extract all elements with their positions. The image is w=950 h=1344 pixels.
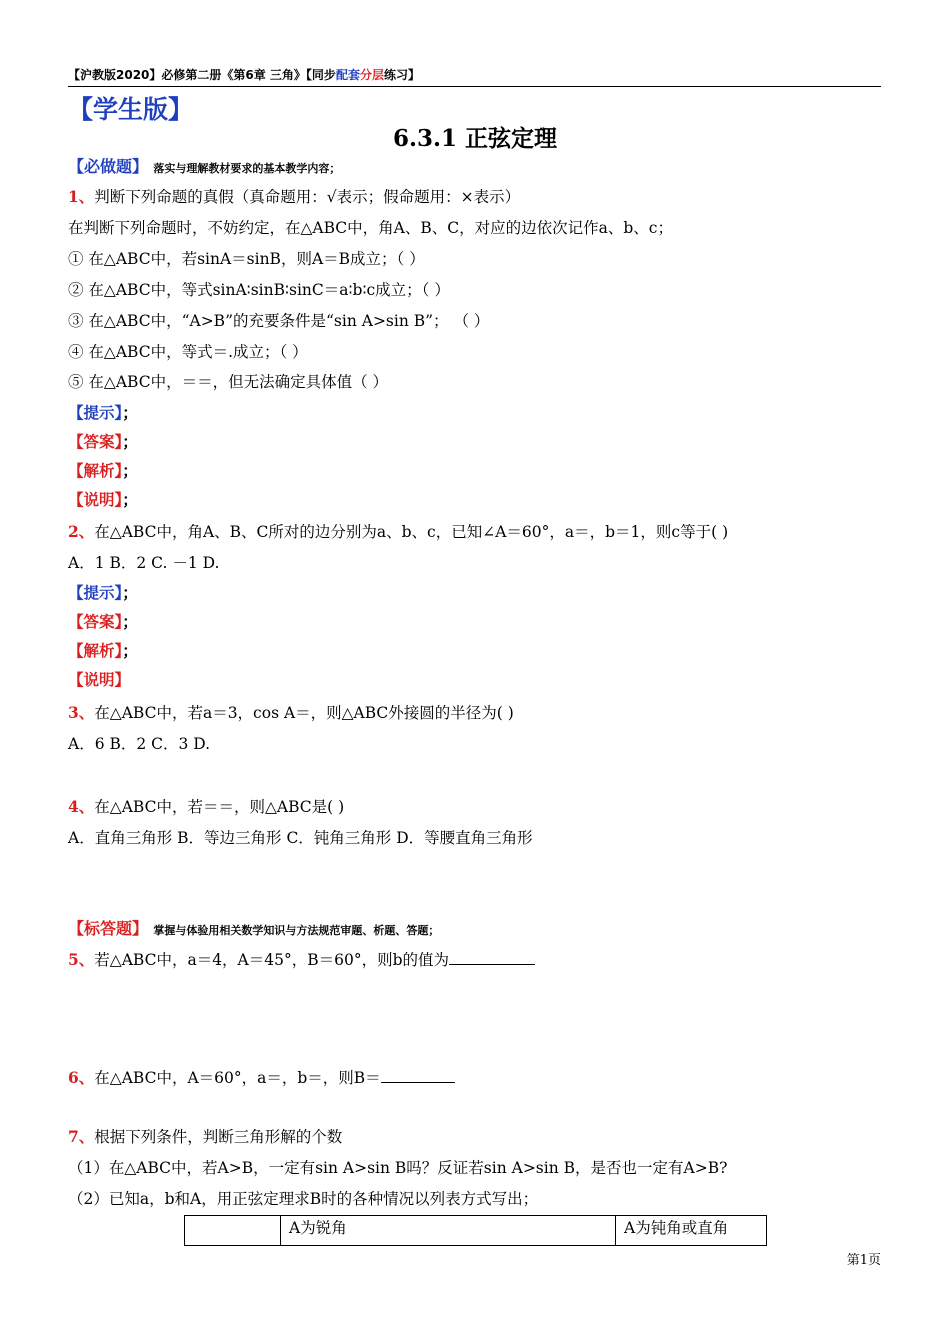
section-required: 【必做题】 落实与理解教材要求的基本教学内容；	[68, 157, 341, 176]
table-header-acute: A为锐角	[281, 1216, 616, 1246]
q1-item: ④ 在△ABC中，等式＝.成立；（ ）	[68, 343, 308, 361]
q2-hint: 【提示】；	[68, 584, 138, 602]
q1-convention: 在判断下列命题时，不妨约定，在△ABC中，角A、B、C，对应的边依次记作a、b、c；	[68, 219, 673, 237]
page-title: 6.3.1 正弦定理	[392, 125, 558, 152]
question-1: 1、判断下列命题的真假（真命题用：√表示；假命题用：×表示）	[68, 187, 521, 206]
q1-hint: 【提示】；	[68, 404, 138, 422]
table-header-empty	[185, 1216, 281, 1246]
q5-answer-blank[interactable]	[449, 949, 535, 965]
question-5: 5、若△ABC中，a＝4，A＝45°，B＝60°，则b的值为	[68, 948, 535, 970]
q1-item: ① 在△ABC中，若sinA＝sinB，则A＝B成立；（ ）	[68, 250, 425, 268]
q1-analysis: 【解析】；	[68, 462, 138, 480]
q2-note: 【说明】	[68, 671, 131, 689]
question-4: 4、在△ABC中，若＝＝，则△ABC是( )	[68, 797, 345, 816]
q2-answer: 【答案】；	[68, 613, 138, 631]
question-3: 3、在△ABC中，若a＝3，cos A＝，则△ABC外接圆的半径为( )	[68, 703, 514, 722]
q4-options: A．直角三角形 B．等边三角形 C．钝角三角形 D．等腰直角三角形	[68, 829, 533, 847]
section-standard: 【标答题】 掌握与体验用相关数学知识与方法规范审题、析题、答题；	[68, 919, 440, 938]
edition-label: 【学生版】	[68, 95, 194, 124]
q2-options: A．1 B．2 C. －1 D.	[68, 554, 220, 572]
q7-sub1: （1）在△ABC中，若A>B，一定有sin A>sin B吗？反证若sin A>sin B，是否也一定有A>B?	[68, 1159, 728, 1177]
question-6: 6、在△ABC中，A＝60°，a＝，b＝，则B＝	[68, 1066, 455, 1088]
q3-options: A．6 B．2 C．3 D.	[68, 735, 211, 753]
q1-item: ③ 在△ABC中，“A>B”的充要条件是“sin A>sin B”； （ ）	[68, 312, 490, 330]
q1-item: ② 在△ABC中，等式sinA∶sinB∶sinC＝a∶b∶c成立；（ ）	[68, 281, 450, 299]
table-header-obtuse: A为钝角或直角	[616, 1216, 767, 1246]
q1-item: ⑤ 在△ABC中，＝＝，但无法确定具体值（ ）	[68, 373, 389, 391]
table-row	[185, 1216, 767, 1246]
q1-answer: 【答案】；	[68, 433, 138, 451]
question-2: 2、在△ABC中，角A、B、C所对的边分别为a、b、c，已知∠A＝60°，a＝，b＝1，则c等于( )	[68, 522, 729, 541]
q6-answer-blank[interactable]	[381, 1067, 455, 1083]
question-7: 7、根据下列条件，判断三角形解的个数	[68, 1127, 343, 1146]
q1-note: 【说明】；	[68, 491, 138, 509]
q7-table	[184, 1215, 767, 1246]
q7-sub2: （2）已知a，b和A，用正弦定理求B时的各种情况以列表方式写出；	[68, 1190, 539, 1208]
q2-analysis: 【解析】；	[68, 642, 138, 660]
page-number: 第1页	[846, 1253, 881, 1268]
page-header: 【沪教版2020】必修第二册《第6章 三角》【同步配套分层练习】	[68, 66, 881, 87]
